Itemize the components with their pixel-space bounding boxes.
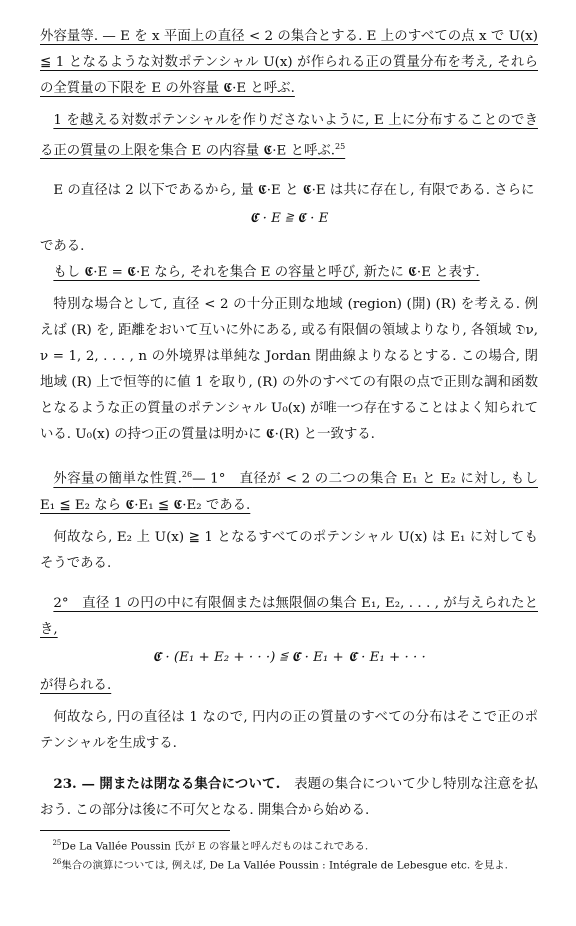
footnote-ref-25: 25 (335, 142, 346, 151)
footnote-25-text: De La Vallée Poussin 氏が E の容量と呼んだものはこれである. (61, 840, 369, 853)
paragraph-special-case: 特別な場合として, 直径 < 2 の十分正則な地域 (region) (開) (R) を考える. 例えば (R) を, 距離をおいて互いに外にある, 或る有限個の領域よりなり, 各領域 𝔇ν, ν = 1, 2, . . . , n の外境界は単純な Jordan 閉曲線よりなるとする. この場合, 閉地域 (R) 上で恒等的に値 1 を取り, (R) の外のすべての有限の点で正則な調和函数となるような正の質量のポテンシャル U₀(x) が唯一つ存在することはよく知られている. U₀(x) の持つ正の質量は明かに 𝕮·(R) と一致する. (40, 297, 538, 443)
formula-subadditivity: 𝕮̄ · (E₁ + E₂ + · · ·) ≦ 𝕮̄ · E₁ + 𝕮̄ · E₁ + · · · (152, 649, 426, 665)
paragraph-diameter: E の直径は 2 以下であるから, 量 𝕮̄·E と 𝕮·E は共に存在し, 有限である. さらに (53, 183, 535, 199)
section-23 (40, 771, 538, 824)
footnote-25-number: 25 (52, 838, 62, 847)
paragraph-obtained: が得られる. (40, 677, 112, 693)
footnote-26-number: 26 (52, 858, 62, 867)
paragraph-outer-capacity-def: 外容量等. — E を x 平面上の直径 < 2 の集合とする. E 上のすべての点 x で U(x) ≦ 1 となるような対数ポテンシャル U(x) が作られる正の質量分布を考え, それらの全質量の下限を E の外容量 𝕮̄·E と呼ぶ. (40, 29, 538, 96)
property-1-text: — 1° 直径が < 2 の二つの集合 E₁ と E₂ に対し, もし E₁ ≦ E₂ なら 𝕮̄·E₁ ≦ 𝕮̄·E₂ である. (40, 471, 538, 513)
paragraph-property-1 (40, 462, 538, 518)
section-text: 表題の集合について少し特別な注意を払おう. この部分は後に不可欠となる. 開集合から始める. (40, 776, 538, 818)
paragraph-reason-2: 何故なら, 円の直径は 1 なので, 円内の正の質量のすべての分布はそこで正のポテンシャルを生成する. (40, 709, 538, 751)
paragraph-inner-capacity-def (40, 108, 538, 164)
footnote-25 (40, 835, 538, 854)
section-number: 23. — (53, 775, 95, 792)
paragraph-reason-1: 何故なら, E₂ 上 U(x) ≧ 1 となるすべてのポテンシャル U(x) は E₁ に対してもそうである. (40, 529, 538, 571)
paragraph-capacity-def: もし 𝕮̄·E = 𝕮·E なら, それを集合 E の容量と呼び, 新たに 𝕮·E と表す. (53, 265, 480, 281)
footnote-26-text: 集合の演算については, 例えば, De La Vallée Poussin : Intégrale de Lebesgue etc. を見よ. (61, 859, 508, 872)
paragraph-property-2: 2° 直径 1 の円の中に有限個または無限個の集合 E₁, E₂, . . . , が与えられたとき, (40, 595, 538, 637)
paragraph-de-aru: である. (40, 239, 85, 255)
section-title: 開または閉なる集合について. (99, 775, 281, 792)
footnote-ref-26: 26 (181, 470, 193, 480)
paragraph-inner-capacity-text: 1 を越える対数ポテンシャルを作りださないように, E 上に分布することのできる正の質量の上限を集合 E の内容量 𝕮·E と呼ぶ. (40, 113, 538, 159)
property-heading: 外容量の簡単な性質. (53, 471, 182, 487)
footnote-26 (40, 854, 538, 873)
footnote-rule (40, 830, 230, 831)
page-body (40, 24, 538, 874)
formula-inequality: 𝕮̄ · E ≧ 𝕮 · E (249, 211, 329, 227)
